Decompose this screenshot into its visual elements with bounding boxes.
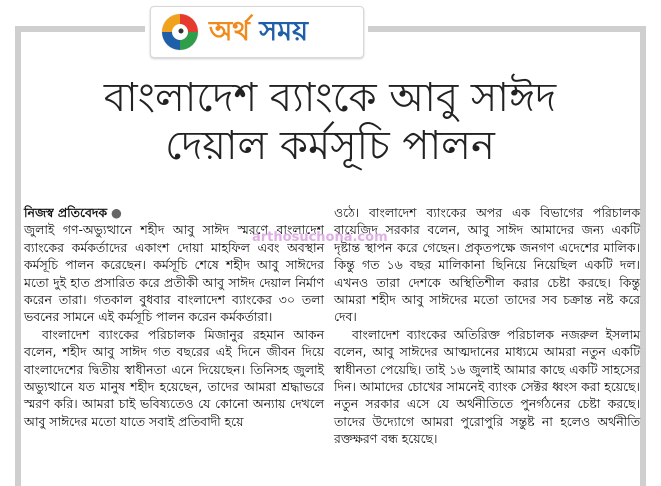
masthead-logo [150,6,364,58]
watermark: arthosuchona.com [252,230,388,245]
logo-word-somoy: সময় [259,16,309,47]
article-paragraph: বাংলাদেশ ব্যাংকের অতিরিক্ত পরিচালক নজরুল ইসলাম বলেন, আবু সাঈদের আত্মদানের মাধ্যমে আমরা নতুন একটি স্বাধীনতা পেয়েছি। তাই ১৬ জুলাই আমার কাছে একটি সাহসের দিন। আমাদের চোখের সামনেই ব্যাংক সেক্টর ধ্বংস করা হয়েছে। নতুন সরকার এসে যে অর্থনীতিতে পুনর্গঠনের চেষ্টা করছে। তাদের উদ্যোগে আমরা পুরোপুরি সন্তুষ্ট না হলেও অর্থনীতি রক্তক্ষরণ বন্ধ হয়েছে। [334,326,640,447]
bullet-icon: ● [110,205,122,220]
masthead-rule-left [15,26,145,32]
masthead-rule-right [368,26,646,32]
headline-line-2: দেয়াল কর্মসূচি পালন [165,123,495,169]
logo-word-artho: অর্থ [209,16,250,47]
article-paragraph: ওঠে। বাংলাদেশ ব্যাংকের অপর এক বিভাগের পরিচালক বায়েজিদ সরকার বলেন, আবু সাঈদ আমাদের জন্য একটি দৃষ্টান্ত স্থাপন করে গেছেন। প্রকৃতপক্ষে জনগণ এদেশের মালিক। কিন্তু গত ১৬ বছর মালিকানা ছিনিয়ে নিয়েছিল একটি দল। এখনও তারা দেশকে অস্থিতিশীল করার চেষ্টা করছে। কিন্তু আমরা শহীদ আবু সাঈদের মতো তাদের সব চক্রান্ত নষ্ট করে দেব। [334,205,640,325]
byline-row [24,204,324,221]
logo-wordmark [209,13,308,51]
article-headline [30,74,630,170]
headline-line-1: বাংলাদেশ ব্যাংকে আবু সাঈদ [103,75,557,121]
article-paragraph: জুলাই গণ-অভ্যুত্থানে শহীদ আবু সাঈদ স্মরণে বাংলাদেশ ব্যাংকের কর্মকর্তাদের একাংশ দোয়া মাহফিল এবং অবস্থান কর্মসূচি পালন করেছেন। কর্মসূচি শেষে শহীদ আবু সাঈদের মতো দুই হাত প্রসারিত করে প্রতীকী আবু সাঈদ দেয়াল নির্মাণ করেন তারা। গতকাল বুধবার বাংলাদেশ ব্যাংকের ৩০ তলা ভবনের সামনে এই কর্মসূচি পালন করেন কর্মকর্তারা। [24,222,324,325]
logo-swirl-icon [160,12,200,52]
byline: নিজস্ব প্রতিবেদক [24,205,108,220]
article-paragraph: বাংলাদেশ ব্যাংকের পরিচালক মিজানুর রহমান আকন বলেন, শহীদ আবু সাঈদ গত বছরের এই দিনে জীবন দিয়ে বাংলাদেশের দ্বিতীয় স্বাধীনতা এনে দিয়েছেন। তিনিসহ জুলাই অভ্যুত্থানে যত মানুষ শহীদ হয়েছেন, তাদের আমরা শ্রদ্ধাভরে স্মরণ করি। আমরা চাই ভবিষ্যতেও যে কোনো অন্যায় দেখলে আবু সাঈদের মতো যাতে সবাই প্রতিবাদী হয়ে [24,326,324,429]
page-frame-right [640,26,646,486]
page-frame-left [15,26,21,486]
